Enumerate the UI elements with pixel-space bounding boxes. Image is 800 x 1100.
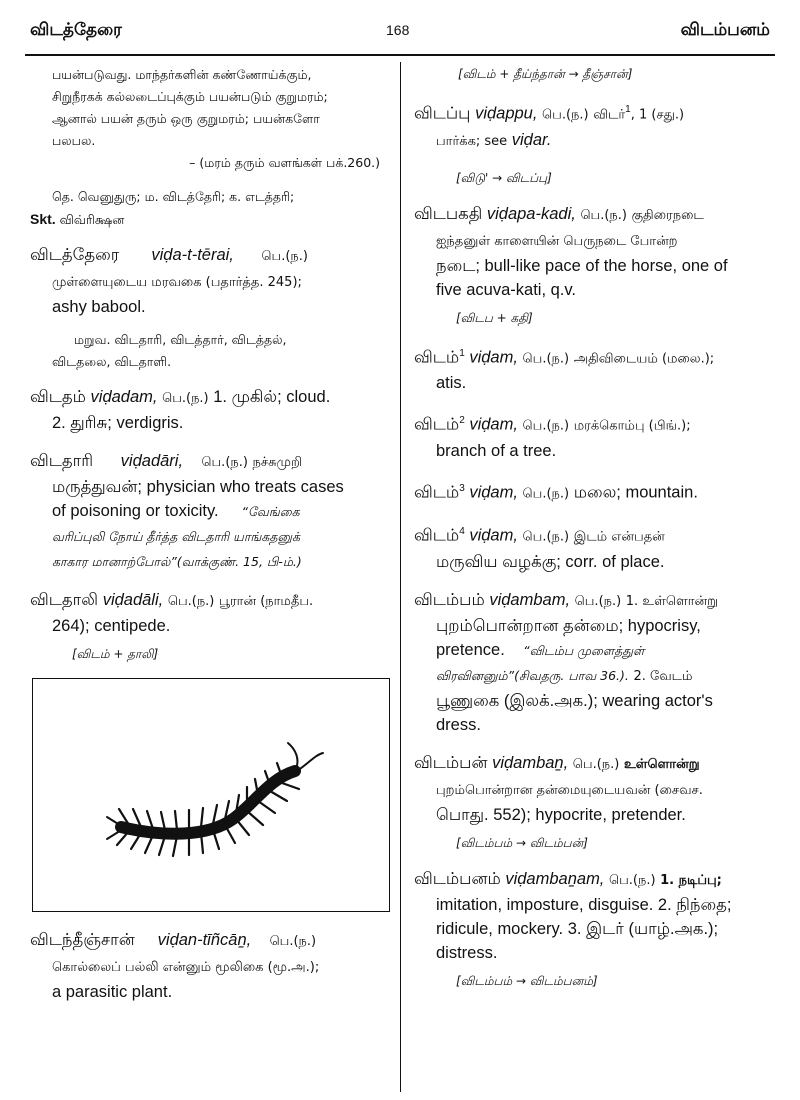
left-column: [30, 64, 392, 1018]
entry-vidambanam: விடம்பனம் viḍambaṉam, பெ.(ந.) 1. நடிப்பு; imitation, imposture, disguise. 2. நிந்தை; ridicule, mockery. 3. இடர் (யாழ்.அக.); distress.: [414, 868, 732, 962]
entry-vidappu: விடப்பு viḍappu, பெ.(ந.) விடர்$^1$, 1 (சது.) பார்க்க; see viḍar.: [414, 103, 685, 149]
entry-vidam-1: விடம்$^1$ viḍam, பெ.(ந.) அதிவிடையம் (மலை.); atis.: [414, 347, 715, 392]
header-rule: [25, 54, 775, 56]
etymology-vidantinchan: [விடம் + தீய்ந்தான் → தீஞ்சான்]: [458, 67, 633, 81]
entry-vidadali: விடதாலி viḍadāli, பெ.(ந.) பூரான் (நாமதீப. 264); centipede.: [30, 590, 314, 635]
entry-vidadari: விடதாரி viḍadāri, பெ.(ந.) நச்சுமுறி மருத்துவன்; physician who treats cases of poisoning or toxicity. “வேங்கை வரிப்புலி நோய் தீர்த்த விடதாரி யாங்கதனுக் காகார மானாற்போல்”(வாக்குண். 15, பி-ம்.): [30, 451, 344, 569]
source-citation: – (மரம் தரும் வளங்கள் பக்.260.): [189, 155, 380, 170]
cognates: தெ. வெனுதுரு; ம. விடத்தேரி; க. எடத்தரி; Skt. விவ்ரிக்ஷன: [30, 189, 295, 227]
entry-vidambam: விடம்பம் viḍambam, பெ.(ந.) 1. உள்ளொன்று புறம்பொன்றான தன்மை; hypocrisy, pretence. “விடம்ப முளைத்துள் விரவினனும்”(சிவதரு. பாவ 36.). 2. வேடம் பூணுகை (இலக்.அக.); wearing actor's dress.: [414, 589, 718, 734]
entry-vidapakadi: விடபகதி viḍapa-kadi, பெ.(ந.) குதிரைநடை ஐந்தனுள் காளையின் பெருநடை போன்ற நடை; bull-like pace of the horse, one of five acuva-kati, q.v.: [414, 203, 728, 299]
etymology-vidambanam: [விடம்பம் → விடம்பனம்]: [456, 973, 598, 988]
entry-vidam-4: விடம்$^4$ viḍam, பெ.(ந.) இடம் என்பதன் மருவிய வழக்கு; corr. of place.: [414, 525, 665, 571]
etymology-vidappu: [விடு' → விடப்பு]: [456, 170, 552, 185]
etymology-vidapakadi: [விடப + கதி]: [456, 310, 533, 325]
etymology-vidadali: [விடம் + தாலி]: [72, 647, 159, 661]
entry-vidam-2: விடம்$^2$ viḍam, பெ.(ந.) மரக்கொம்பு (பிங்.); branch of a tree.: [414, 414, 691, 460]
entry-vidadam: விடதம் viḍadam, பெ.(ந.) 1. முகில்; cloud. 2. துரிசு; verdigris.: [30, 387, 331, 432]
entry-vidatterai: விடத்தேரை viḍa-t-tērai, பெ.(ந.) முள்ளையுடைய மரவகை (பதார்த்த. 245); ashy babool.: [30, 245, 308, 316]
entry-vidamban: விடம்பன் viḍambaṉ, பெ.(ந.) உள்ளொன்று புறம்பொன்றான தன்மையுடையவன் (சைவச. பொது. 552); hypocrite, pretender.: [414, 752, 703, 824]
right-column: [414, 64, 776, 1005]
continued-text: பயன்படுவது. மாந்தர்களின் கண்ணோய்க்கும், சிறுநீரகக் கல்லடைப்புக்கும் பயன்படும் குறுமரம்; ஆனால் பயன் தரும் ஒரு குறுமரம்; பயன்களோ பலபல. – (மரம் தரும் வளங்கள் பக்.260.): [30, 64, 392, 174]
header-left-guideword: விடத்தேரை: [30, 20, 122, 40]
centipede-drawing: [33, 679, 389, 911]
synonyms-note: மறுவ. விடதாரி, விடத்தார், விடத்தல், விடதலை, விடதாளி.: [52, 332, 287, 369]
header-right-guideword: விடம்பனம்: [680, 20, 770, 40]
etymology-vidamban: [விடம்பம் → விடம்பன்]: [456, 835, 588, 850]
column-divider: [400, 62, 401, 1092]
entry-vidantinchan: விடந்தீஞ்சான் viḍan-tīñcāṉ, பெ.(ந.) கொல்லைப் பல்லி என்னும் மூலிகை (மூ.அ.); a parasitic plant.: [30, 930, 320, 1001]
centipede-illustration: [32, 678, 390, 912]
entry-vidam-3: விடம்$^3$ viḍam, பெ.(ந.) மலை; mountain.: [414, 482, 698, 501]
page-number: 168: [386, 22, 410, 38]
